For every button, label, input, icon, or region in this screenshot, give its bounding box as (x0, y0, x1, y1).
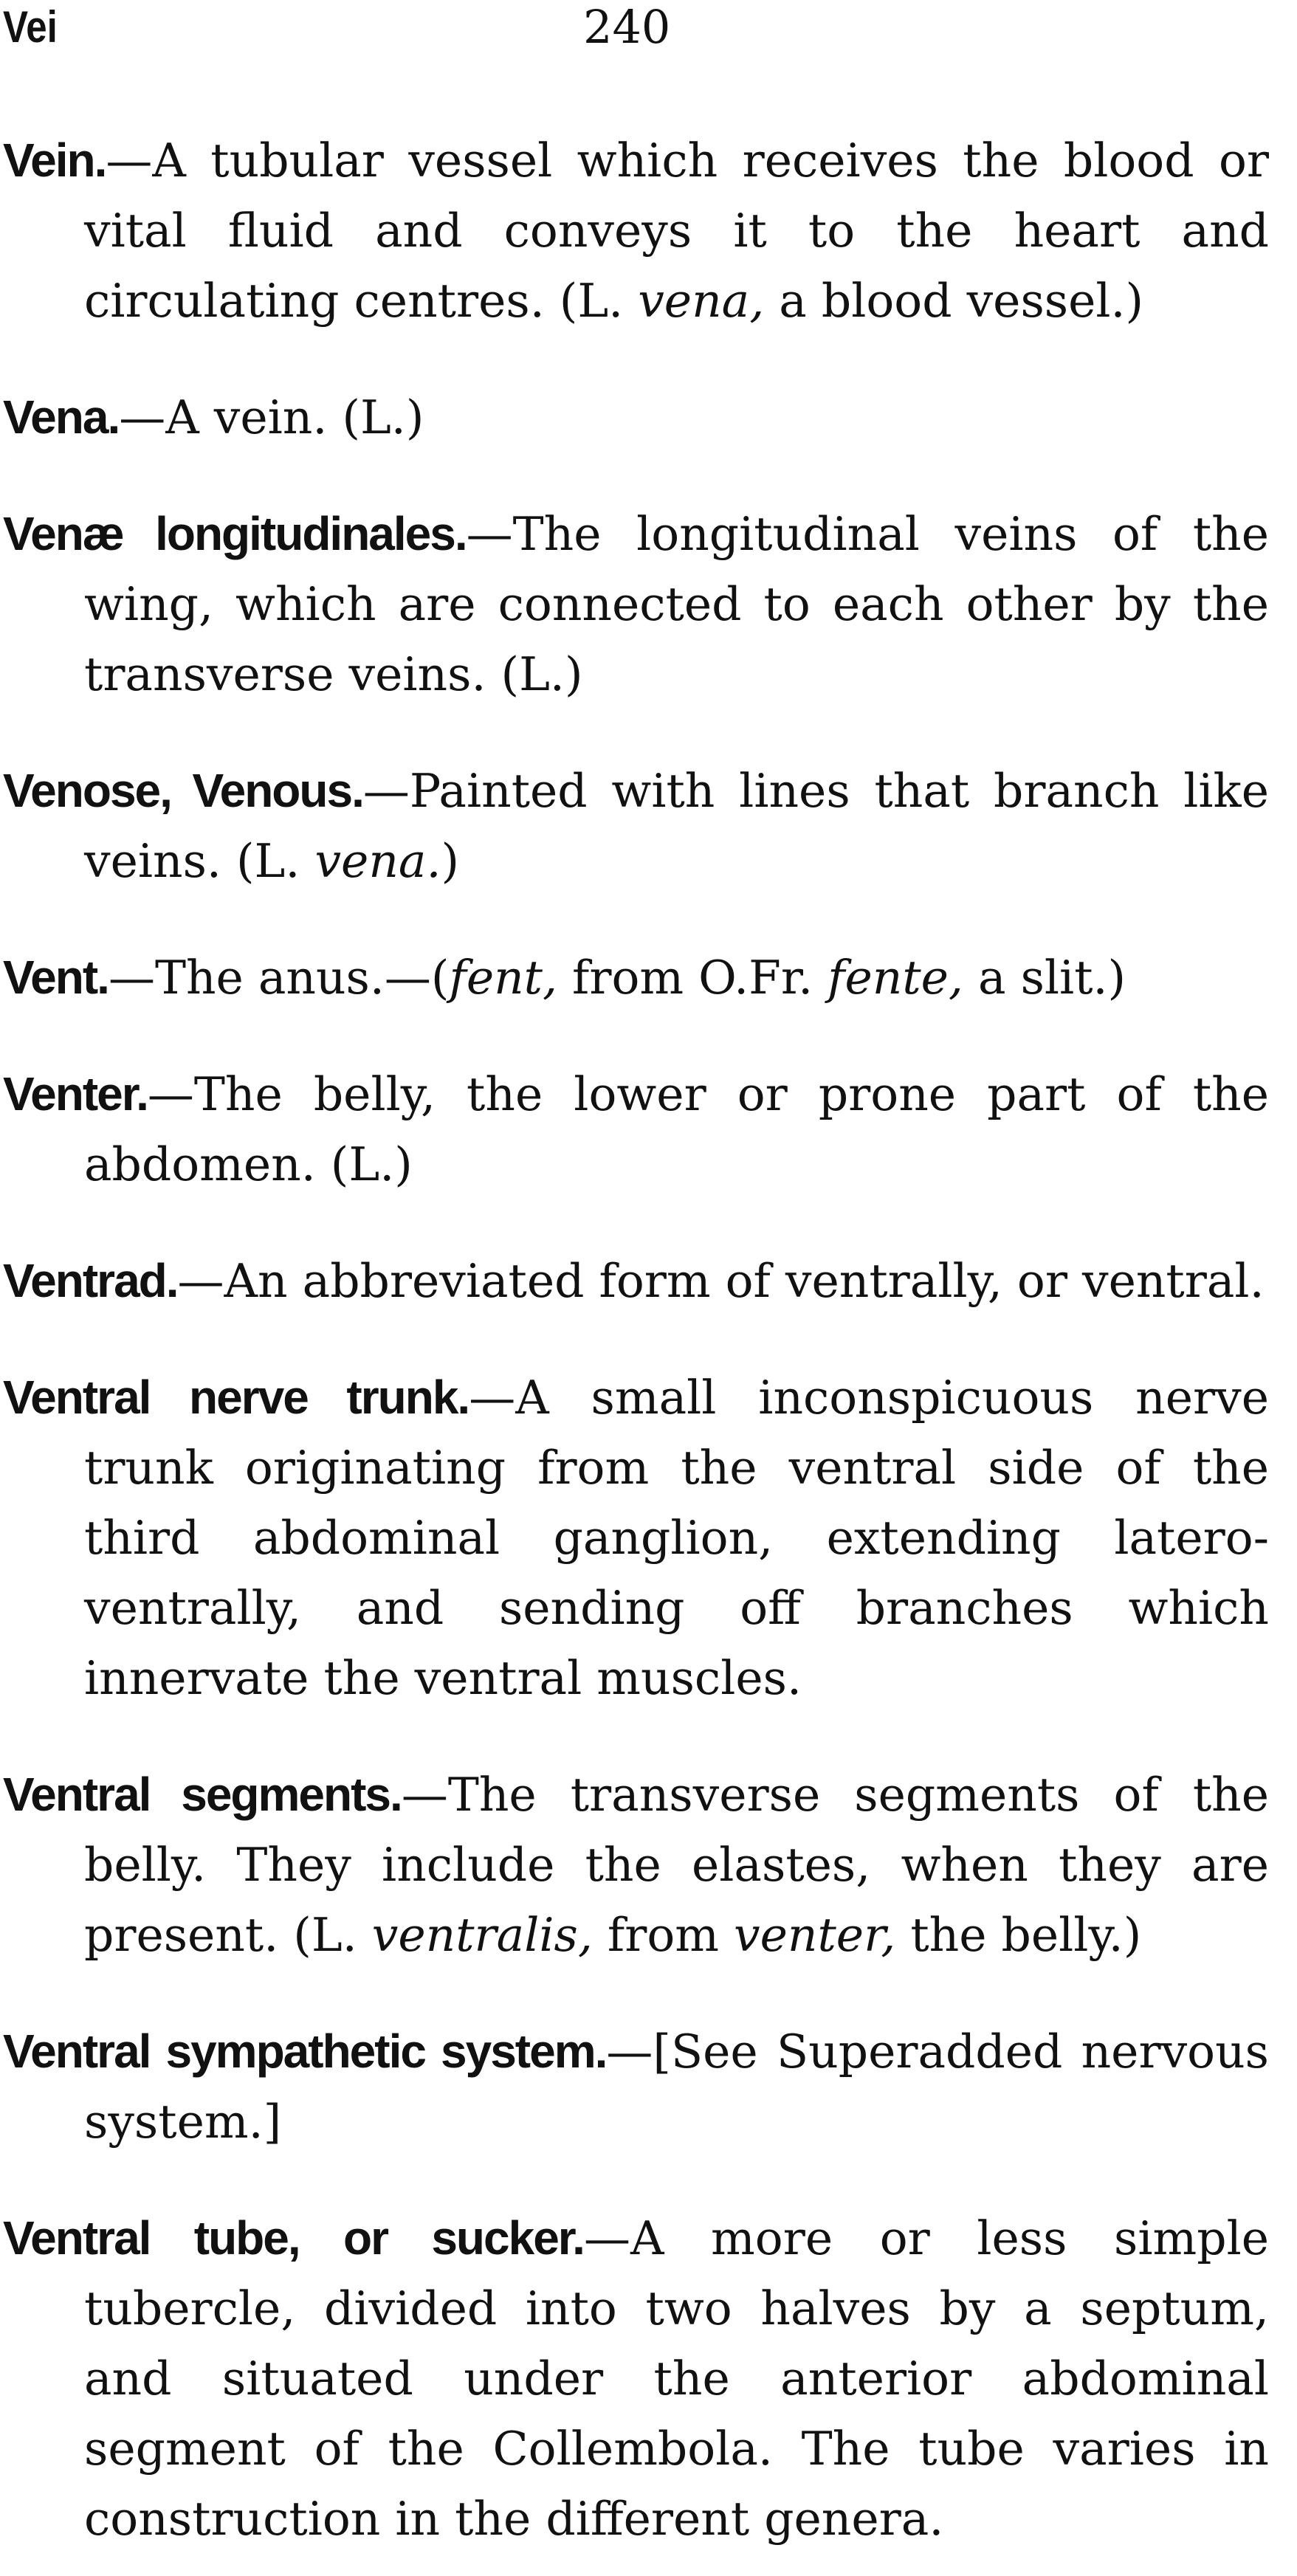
headword: Ventral segments. (3, 1768, 402, 1821)
page-header (0, 0, 1297, 59)
headword: Ventral sympathetic system. (3, 2025, 607, 2078)
definition: —An abbreviated form of ventrally, or ventral. (177, 1254, 1265, 1308)
definition: —The transverse segments of the belly. They include the elastes, when they are present. (L. (84, 1768, 1270, 1962)
dictionary-entries (3, 125, 1269, 2576)
definition: —[See Superadded nervous system.] (84, 2025, 1270, 2149)
definition: —A tubular vessel which receives the blood or vital fluid and conveys it to the heart and circulating centres. (L. (84, 134, 1269, 328)
entry-ventral-tube (3, 2203, 1269, 2554)
definition-middle: from O.Fr. (557, 951, 828, 1005)
definition-middle: from (592, 1908, 734, 1962)
headword: Vena. (3, 390, 120, 444)
latin-term: venter, (734, 1908, 896, 1962)
definition-tail: a blood vessel.) (764, 274, 1144, 328)
latin-term: vena, (638, 274, 765, 328)
definition: —A small inconspicuous nerve trunk originating from the ventral side of the third abdominal ganglion, extending latero-ventrally, and sending off branches which innervate the ventral muscles. (84, 1371, 1269, 1705)
guide-word: Vei (3, 2, 58, 52)
entry-ventrad (3, 1246, 1269, 1316)
latin-term: ventralis, (371, 1908, 593, 1962)
entry-venae-longitudinales (3, 499, 1269, 709)
headword: Ventral tube, or sucker. (3, 2211, 584, 2265)
entry-ventral-segments (3, 1760, 1269, 1970)
definition: —The anus.—( (108, 951, 450, 1005)
headword: Ventrad. (3, 1254, 178, 1307)
definition: —The longitudinal veins of the wing, which are connected to each other by the transverse veins. (L.) (84, 507, 1269, 701)
definition: —Painted with lines that branch like veins. (L. (84, 764, 1269, 888)
definition-tail: the belly.) (895, 1908, 1142, 1962)
entry-vena (3, 382, 1269, 452)
entry-ventral-nerve-trunk (3, 1363, 1269, 1713)
latin-term: vena. (314, 834, 441, 888)
entry-venose-venous (3, 756, 1269, 896)
entry-vein (3, 125, 1269, 336)
headword: Venose, Venous. (3, 764, 363, 817)
definition: —A more or less simple tubercle, divided into two halves by a septum, and situated under the anterior abdominal segment of the Collembola. The tube varies in construction in the different genera. (84, 2211, 1269, 2546)
etymology-term: fent, (449, 951, 558, 1005)
entry-vent (3, 943, 1269, 1013)
headword: Vein. (3, 134, 106, 187)
entry-ventral-sympathetic-system (3, 2017, 1269, 2157)
headword: Venæ longitudinales. (3, 507, 467, 560)
entry-venter (3, 1059, 1269, 1199)
definition: —The belly, the lower or prone part of the abdomen. (L.) (84, 1067, 1269, 1191)
definition-tail: ) (441, 834, 460, 888)
headword: Ventral nerve trunk. (3, 1371, 469, 1424)
headword: Vent. (3, 951, 109, 1004)
definition-tail: a slit.) (963, 951, 1126, 1005)
etymology-term: fente, (828, 951, 963, 1005)
definition: —A vein. (L.) (119, 390, 424, 444)
page-number: 240 (583, 0, 671, 54)
headword: Venter. (3, 1067, 148, 1120)
